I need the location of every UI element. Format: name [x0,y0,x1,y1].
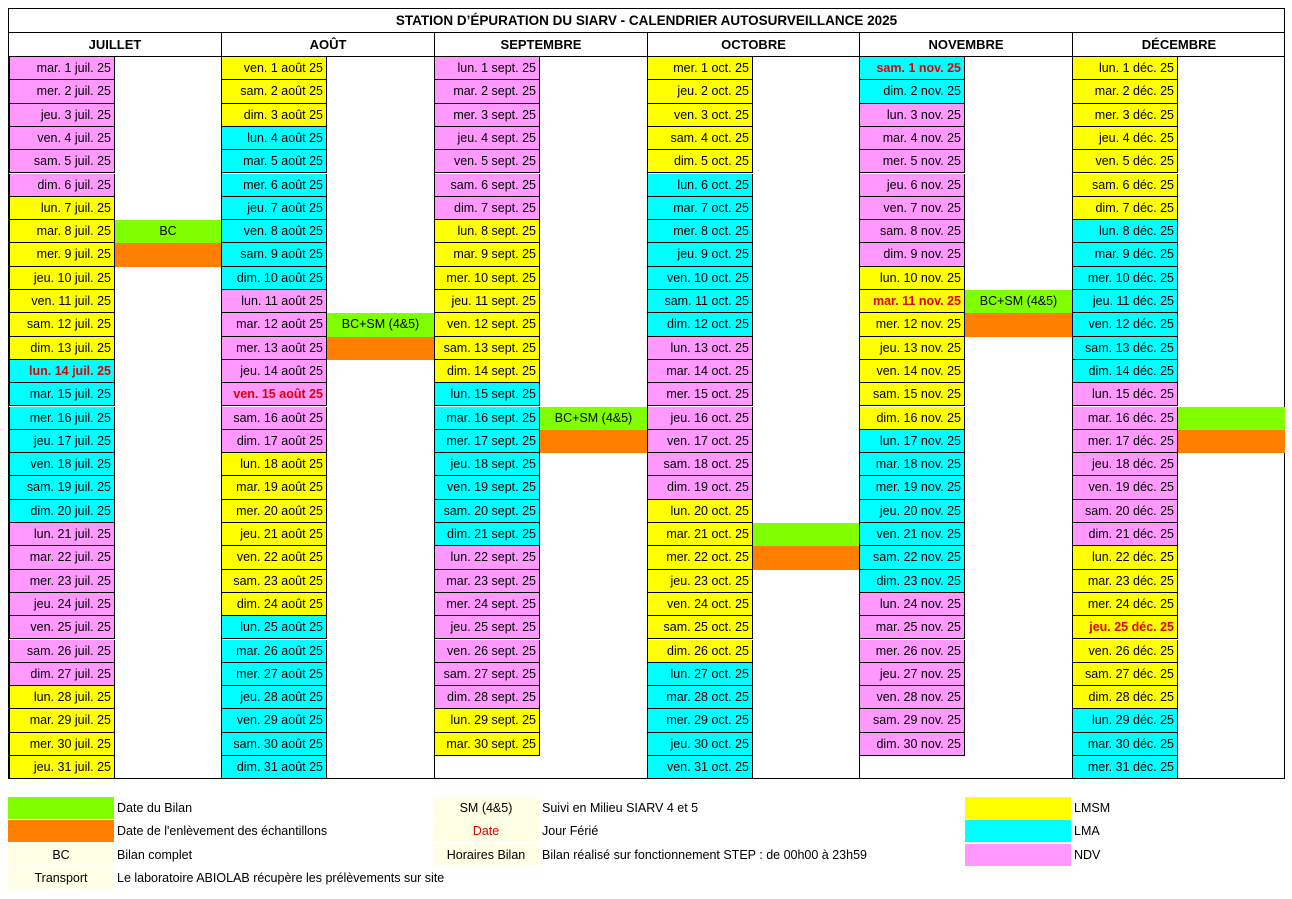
date-cell: dim. 27 juil. 25 [9,663,115,686]
date-cell: mar. 30 déc. 25 [1072,733,1178,756]
date-cell: mer. 3 déc. 25 [1072,104,1178,127]
date-cell: ven. 29 août 25 [221,709,327,732]
date-cell: ven. 25 juil. 25 [9,616,115,639]
date-cell: mar. 26 août 25 [221,640,327,663]
legend-holiday-text: Jour Férié [542,824,599,838]
date-cell: mer. 17 déc. 25 [1072,430,1178,453]
date-cell: sam. 25 oct. 25 [647,616,753,639]
enlevement-marker [327,337,434,360]
date-cell: mar. 4 nov. 25 [859,127,965,150]
date-cell: sam. 16 août 25 [221,407,327,430]
date-cell: jeu. 31 juil. 25 [9,756,115,779]
date-cell: mer. 29 oct. 25 [647,709,753,732]
date-cell: ven. 21 nov. 25 [859,523,965,546]
date-cell: sam. 6 déc. 25 [1072,174,1178,197]
date-cell: jeu. 11 déc. 25 [1072,290,1178,313]
month-header: NOVEMBRE [859,33,1072,57]
month-column [221,57,434,778]
date-cell: jeu. 3 juil. 25 [9,104,115,127]
date-cell: mer. 2 juil. 25 [9,80,115,103]
date-cell: dim. 5 oct. 25 [647,150,753,173]
date-cell: dim. 21 déc. 25 [1072,523,1178,546]
date-cell: mer. 6 août 25 [221,174,327,197]
date-cell: lun. 3 nov. 25 [859,104,965,127]
date-cell: mar. 1 juil. 25 [9,57,115,80]
date-cell: mar. 5 août 25 [221,150,327,173]
date-cell: sam. 4 oct. 25 [647,127,753,150]
date-cell: lun. 29 sept. 25 [434,709,540,732]
date-cell: ven. 14 nov. 25 [859,360,965,383]
enlevement-marker [1178,430,1285,453]
date-cell: dim. 19 oct. 25 [647,476,753,499]
date-cell: ven. 26 déc. 25 [1072,640,1178,663]
date-cell: mar. 14 oct. 25 [647,360,753,383]
date-cell: dim. 21 sept. 25 [434,523,540,546]
date-cell: lun. 1 déc. 25 [1072,57,1178,80]
date-cell: mer. 30 juil. 25 [9,733,115,756]
legend-transport-key: Transport [8,867,114,889]
date-cell: jeu. 30 oct. 25 [647,733,753,756]
date-cell: lun. 15 déc. 25 [1072,383,1178,406]
autosurveillance-calendar [8,8,1285,779]
month-column [1072,57,1285,778]
date-cell: jeu. 24 juil. 25 [9,593,115,616]
date-cell: mar. 23 déc. 25 [1072,570,1178,593]
date-cell: sam. 9 août 25 [221,243,327,266]
date-cell: mer. 1 oct. 25 [647,57,753,80]
date-cell: sam. 12 juil. 25 [9,313,115,336]
date-cell: mar. 29 juil. 25 [9,709,115,732]
date-cell: lun. 24 nov. 25 [859,593,965,616]
date-cell: lun. 21 juil. 25 [9,523,115,546]
date-cell: jeu. 25 déc. 25 [1072,616,1178,639]
date-cell: ven. 10 oct. 25 [647,267,753,290]
date-cell: jeu. 2 oct. 25 [647,80,753,103]
bilan-date-marker: BC+SM (4&5) [540,407,647,430]
date-cell: dim. 9 nov. 25 [859,243,965,266]
date-cell: ven. 22 août 25 [221,546,327,569]
date-cell: ven. 26 sept. 25 [434,640,540,663]
bilan-date-marker: BC+SM (4&5) [965,290,1072,313]
date-cell: mer. 24 sept. 25 [434,593,540,616]
legend-bilan-swatch [8,797,114,819]
date-cell: dim. 24 août 25 [221,593,327,616]
date-cell: mer. 24 déc. 25 [1072,593,1178,616]
date-cell: jeu. 10 juil. 25 [9,267,115,290]
legend-horaires-key: Horaires Bilan [433,844,539,866]
date-cell: mar. 16 déc. 25 [1072,407,1178,430]
date-cell: jeu. 17 juil. 25 [9,430,115,453]
legend-bc-text: Bilan complet [117,848,193,862]
date-cell: dim. 28 déc. 25 [1072,686,1178,709]
date-cell: mer. 13 août 25 [221,337,327,360]
date-cell: ven. 1 août 25 [221,57,327,80]
date-cell: sam. 27 sept. 25 [434,663,540,686]
month-column [434,57,647,778]
enlevement-marker [540,430,647,453]
date-cell: lun. 27 oct. 25 [647,663,753,686]
date-cell: mer. 23 juil. 25 [9,570,115,593]
date-cell: dim. 14 sept. 25 [434,360,540,383]
date-cell: ven. 7 nov. 25 [859,197,965,220]
date-cell: jeu. 7 août 25 [221,197,327,220]
date-cell: mar. 15 juil. 25 [9,383,115,406]
date-cell: dim. 28 sept. 25 [434,686,540,709]
date-cell: lun. 28 juil. 25 [9,686,115,709]
legend-lma-swatch [965,820,1071,842]
date-cell: sam. 1 nov. 25 [859,57,965,80]
date-cell: lun. 22 sept. 25 [434,546,540,569]
date-cell: mar. 28 oct. 25 [647,686,753,709]
date-cell: mar. 16 sept. 25 [434,407,540,430]
date-cell: mar. 22 juil. 25 [9,546,115,569]
date-cell: jeu. 23 oct. 25 [647,570,753,593]
month-header: DÉCEMBRE [1072,33,1285,57]
date-cell: jeu. 9 oct. 25 [647,243,753,266]
date-cell: jeu. 11 sept. 25 [434,290,540,313]
date-cell: lun. 14 juil. 25 [9,360,115,383]
date-cell: dim. 6 juil. 25 [9,174,115,197]
date-cell: mar. 2 sept. 25 [434,80,540,103]
legend-ndv-text: NDV [1074,848,1101,862]
date-cell: jeu. 6 nov. 25 [859,174,965,197]
date-cell: mar. 25 nov. 25 [859,616,965,639]
date-cell: lun. 8 déc. 25 [1072,220,1178,243]
date-cell: lun. 6 oct. 25 [647,174,753,197]
date-cell: sam. 26 juil. 25 [9,640,115,663]
date-cell: sam. 29 nov. 25 [859,709,965,732]
legend-enlevement-swatch [8,820,114,842]
date-cell: ven. 4 juil. 25 [9,127,115,150]
date-cell: sam. 13 déc. 25 [1072,337,1178,360]
date-cell: lun. 18 août 25 [221,453,327,476]
date-cell: mar. 7 oct. 25 [647,197,753,220]
legend-sm-text: Suivi en Milieu SIARV 4 et 5 [542,801,699,815]
legend-bilan-text: Date du Bilan [117,801,193,815]
date-cell: lun. 17 nov. 25 [859,430,965,453]
date-cell: mer. 10 déc. 25 [1072,267,1178,290]
date-cell: dim. 10 août 25 [221,267,327,290]
date-cell: sam. 11 oct. 25 [647,290,753,313]
date-cell: sam. 18 oct. 25 [647,453,753,476]
date-cell: lun. 1 sept. 25 [434,57,540,80]
date-cell: ven. 5 déc. 25 [1072,150,1178,173]
month-header: JUILLET [9,33,221,57]
date-cell: sam. 22 nov. 25 [859,546,965,569]
date-cell: mer. 16 juil. 25 [9,407,115,430]
bilan-date-marker [753,523,859,546]
date-cell: dim. 12 oct. 25 [647,313,753,336]
bilan-date-marker [1178,407,1285,430]
date-cell: dim. 20 juil. 25 [9,500,115,523]
date-cell: mar. 8 juil. 25 [9,220,115,243]
date-cell: mer. 9 juil. 25 [9,243,115,266]
date-cell: sam. 23 août 25 [221,570,327,593]
date-cell: dim. 16 nov. 25 [859,407,965,430]
date-cell: sam. 5 juil. 25 [9,150,115,173]
date-cell: dim. 7 déc. 25 [1072,197,1178,220]
date-cell: jeu. 20 nov. 25 [859,500,965,523]
date-cell: lun. 20 oct. 25 [647,500,753,523]
month-column [647,57,859,778]
date-cell: sam. 20 sept. 25 [434,500,540,523]
month-header: AOÛT [221,33,434,57]
legend-sm-key: SM (4&5) [433,797,539,819]
legend-horaires-text: Bilan réalisé sur fonctionnement STEP : de 00h00 à 23h59 [542,848,867,862]
date-cell: dim. 23 nov. 25 [859,570,965,593]
date-cell: jeu. 21 août 25 [221,523,327,546]
date-cell: ven. 3 oct. 25 [647,104,753,127]
date-cell: mer. 3 sept. 25 [434,104,540,127]
date-cell: ven. 12 sept. 25 [434,313,540,336]
date-cell: ven. 12 déc. 25 [1072,313,1178,336]
date-cell: sam. 30 août 25 [221,733,327,756]
date-cell: mer. 5 nov. 25 [859,150,965,173]
date-cell: sam. 6 sept. 25 [434,174,540,197]
legend-transport-text: Le laboratoire ABIOLAB récupère les prélèvements sur site [117,871,445,885]
date-cell: lun. 29 déc. 25 [1072,709,1178,732]
date-cell: mar. 2 déc. 25 [1072,80,1178,103]
date-cell: lun. 15 sept. 25 [434,383,540,406]
legend-bc-key: BC [8,844,114,866]
date-cell: sam. 20 déc. 25 [1072,500,1178,523]
enlevement-marker [753,546,859,569]
legend-enlevement-text: Date de l'enlèvement des échantillons [117,824,328,838]
date-cell: sam. 15 nov. 25 [859,383,965,406]
date-cell: sam. 13 sept. 25 [434,337,540,360]
date-cell: mer. 26 nov. 25 [859,640,965,663]
date-cell: ven. 19 déc. 25 [1072,476,1178,499]
date-cell: sam. 27 déc. 25 [1072,663,1178,686]
legend-holiday-key: Date [433,820,539,842]
date-cell: mer. 22 oct. 25 [647,546,753,569]
date-cell: jeu. 4 déc. 25 [1072,127,1178,150]
date-cell: dim. 2 nov. 25 [859,80,965,103]
date-cell: mar. 23 sept. 25 [434,570,540,593]
date-cell: mar. 18 nov. 25 [859,453,965,476]
date-cell: mer. 31 déc. 25 [1072,756,1178,779]
date-cell: sam. 8 nov. 25 [859,220,965,243]
date-cell: jeu. 18 déc. 25 [1072,453,1178,476]
date-cell: mar. 11 nov. 25 [859,290,965,313]
date-cell: lun. 22 déc. 25 [1072,546,1178,569]
date-cell: jeu. 16 oct. 25 [647,407,753,430]
enlevement-marker [965,313,1072,336]
date-cell: dim. 31 août 25 [221,756,327,779]
date-cell: dim. 13 juil. 25 [9,337,115,360]
date-cell: mar. 9 sept. 25 [434,243,540,266]
date-cell: sam. 2 août 25 [221,80,327,103]
legend-lmsm-text: LMSM [1074,801,1111,815]
date-cell: lun. 25 août 25 [221,616,327,639]
date-cell: mer. 27 août 25 [221,663,327,686]
date-cell: mar. 12 août 25 [221,313,327,336]
month-column [859,57,1072,778]
date-cell: lun. 10 nov. 25 [859,267,965,290]
date-cell: lun. 4 août 25 [221,127,327,150]
date-cell: jeu. 25 sept. 25 [434,616,540,639]
date-cell: lun. 11 août 25 [221,290,327,313]
bilan-date-marker: BC [115,220,221,243]
date-cell: lun. 7 juil. 25 [9,197,115,220]
date-cell: mer. 8 oct. 25 [647,220,753,243]
date-cell: jeu. 28 août 25 [221,686,327,709]
date-cell: mer. 12 nov. 25 [859,313,965,336]
legend-ndv-swatch [965,844,1071,866]
date-cell: ven. 11 juil. 25 [9,290,115,313]
date-cell: dim. 14 déc. 25 [1072,360,1178,383]
date-cell: mer. 17 sept. 25 [434,430,540,453]
date-cell: ven. 15 août 25 [221,383,327,406]
month-column [9,57,221,778]
legend-lma-text: LMA [1074,824,1100,838]
date-cell: mer. 19 nov. 25 [859,476,965,499]
date-cell: dim. 7 sept. 25 [434,197,540,220]
date-cell: mar. 19 août 25 [221,476,327,499]
date-cell: ven. 18 juil. 25 [9,453,115,476]
date-cell: dim. 17 août 25 [221,430,327,453]
date-cell: mar. 30 sept. 25 [434,733,540,756]
date-cell: ven. 8 août 25 [221,220,327,243]
date-cell: dim. 3 août 25 [221,104,327,127]
date-cell: ven. 19 sept. 25 [434,476,540,499]
legend-lmsm-swatch [965,797,1071,819]
date-cell: jeu. 13 nov. 25 [859,337,965,360]
date-cell: jeu. 14 août 25 [221,360,327,383]
date-cell: ven. 24 oct. 25 [647,593,753,616]
date-cell: mer. 20 août 25 [221,500,327,523]
date-cell: lun. 8 sept. 25 [434,220,540,243]
bilan-date-marker: BC+SM (4&5) [327,313,434,336]
date-cell: jeu. 4 sept. 25 [434,127,540,150]
date-cell: ven. 31 oct. 25 [647,756,753,779]
date-cell: ven. 5 sept. 25 [434,150,540,173]
date-cell: mer. 15 oct. 25 [647,383,753,406]
date-cell: dim. 26 oct. 25 [647,640,753,663]
date-cell: dim. 30 nov. 25 [859,733,965,756]
date-cell: mar. 9 déc. 25 [1072,243,1178,266]
date-cell: sam. 19 juil. 25 [9,476,115,499]
date-cell: mar. 21 oct. 25 [647,523,753,546]
enlevement-marker [115,243,221,266]
month-header: SEPTEMBRE [434,33,647,57]
date-cell: jeu. 27 nov. 25 [859,663,965,686]
month-header: OCTOBRE [647,33,859,57]
date-cell: lun. 13 oct. 25 [647,337,753,360]
date-cell: mer. 10 sept. 25 [434,267,540,290]
date-cell: jeu. 18 sept. 25 [434,453,540,476]
calendar-title: STATION D’ÉPURATION DU SIARV - CALENDRIER AUTOSURVEILLANCE 2025 [9,9,1284,33]
date-cell: ven. 17 oct. 25 [647,430,753,453]
date-cell: ven. 28 nov. 25 [859,686,965,709]
